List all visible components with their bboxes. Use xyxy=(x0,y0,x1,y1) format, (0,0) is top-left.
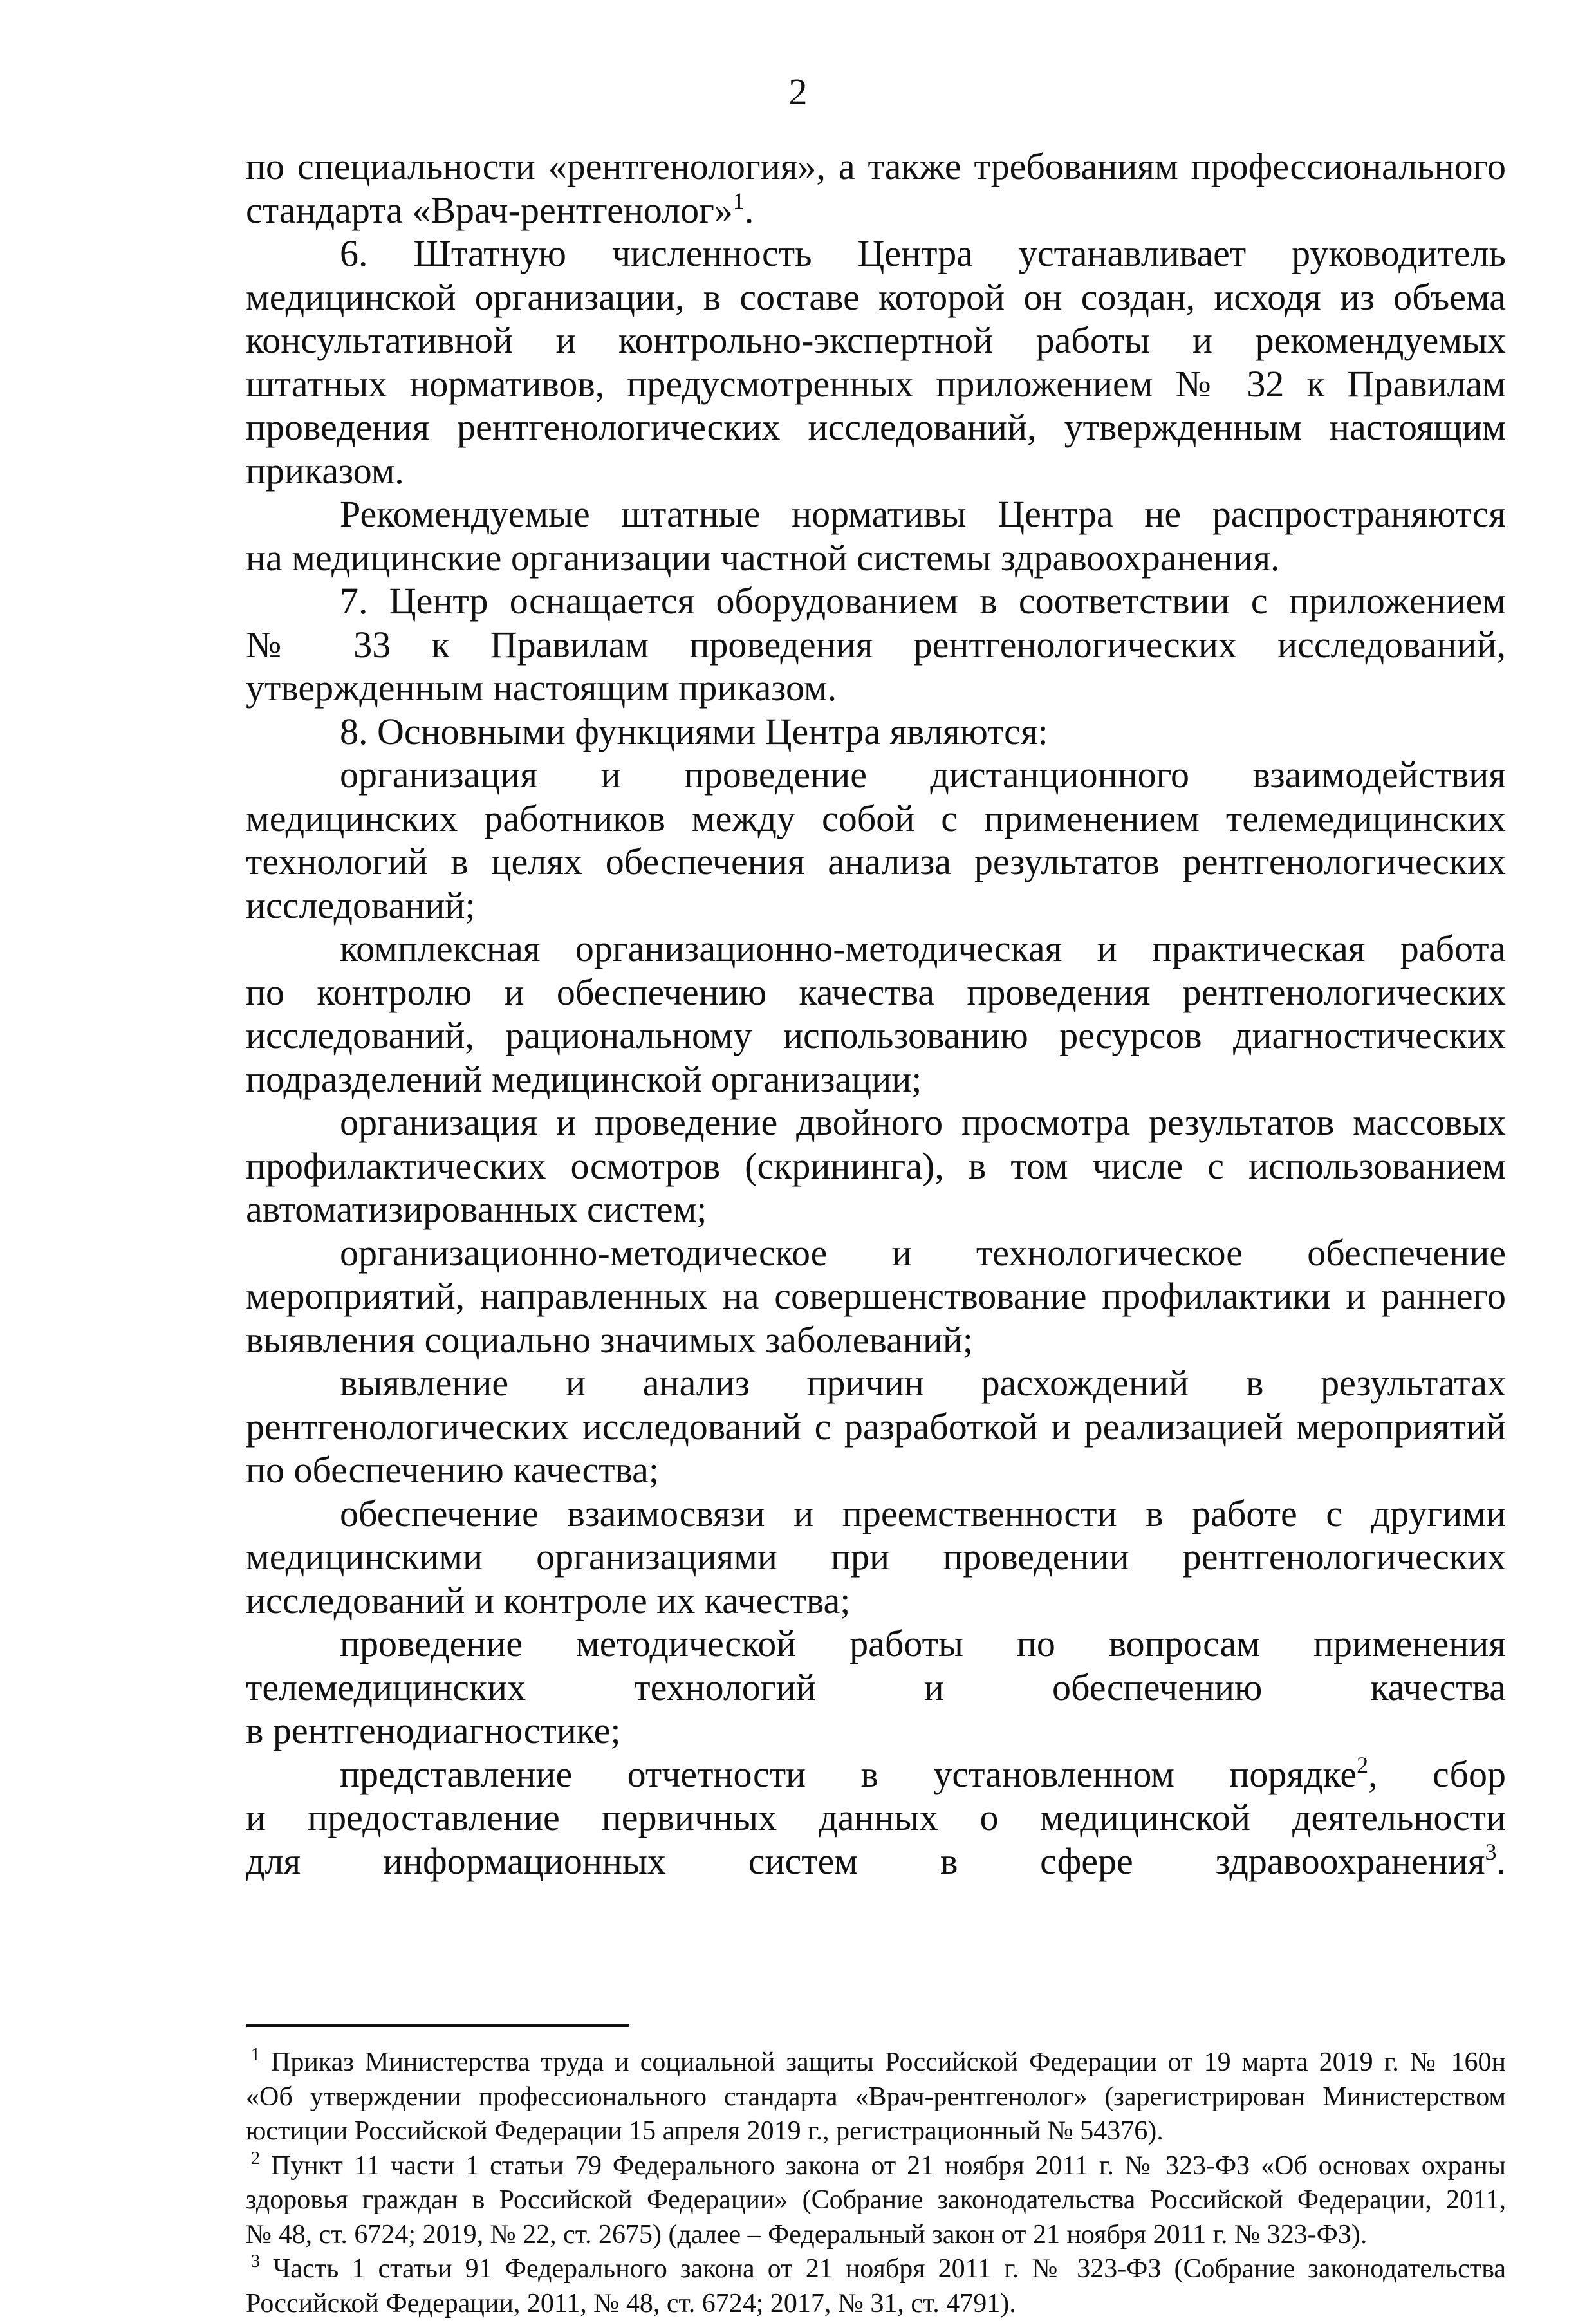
footnote-reference: 1 xyxy=(733,188,745,214)
body-line xyxy=(246,145,1506,189)
line-text: комплексная организационно-методическая и практическая работа xyxy=(340,927,1506,969)
body-line xyxy=(246,623,1506,667)
body-line xyxy=(246,1318,1506,1362)
line-text: Пункт 11 части 1 статьи 79 Федерального закона от 21 ноября 2011 г. № 323-ФЗ «Об основах охраны xyxy=(260,2151,1506,2181)
footnote-marker: 1 xyxy=(251,2045,260,2065)
body-line xyxy=(246,1361,1506,1405)
footnote-line xyxy=(246,2046,1506,2080)
line-text: медицинской организации, в составе которой он создан, исходя из объема xyxy=(246,276,1506,318)
line-text: организация и проведение дистанционного взаимодействия xyxy=(340,754,1506,796)
body-line xyxy=(246,840,1506,884)
line-text: № 33 к Правилам проведения рентгенологических исследований, xyxy=(246,624,1506,666)
body-line xyxy=(246,189,1506,232)
line-text: на медицинские организации частной системы здравоохранения. xyxy=(246,537,1280,579)
footnotes xyxy=(246,2046,1506,2321)
footnote-reference: 3 xyxy=(1485,1839,1497,1865)
footnote-line xyxy=(246,2080,1506,2115)
body-line xyxy=(246,1274,1506,1318)
line-text: 6. Штатную численность Центра устанавливает руководитель xyxy=(340,232,1506,274)
body-line xyxy=(246,1753,1506,1796)
line-text: Рекомендуемые штатные нормативы Центра не распространяются xyxy=(340,493,1506,535)
line-text: юстиции Российской Федерации 15 апреля 2019 г., регистрационный № 54376). xyxy=(246,2116,1164,2146)
footnote-separator xyxy=(246,2024,629,2027)
body-line xyxy=(246,1709,1506,1753)
line-text: мероприятий, направленных на совершенствование профилактики и раннего xyxy=(246,1275,1506,1317)
line-text: по обеспечению качества; xyxy=(246,1449,659,1491)
line-text: технологий в целях обеспечения анализа результатов рентгенологических xyxy=(246,841,1506,882)
line-text-tail: . xyxy=(745,189,754,231)
footnote-line xyxy=(246,2287,1506,2321)
footnote-line xyxy=(246,2114,1506,2149)
body-line xyxy=(246,1622,1506,1666)
body-line xyxy=(246,319,1506,362)
body-line xyxy=(246,884,1506,927)
line-text: представление отчетности в установленном порядке xyxy=(340,1753,1357,1795)
line-text: организация и проведение двойного просмотра результатов массовых xyxy=(340,1101,1506,1143)
line-text: в рентгенодиагностике; xyxy=(246,1710,620,1751)
body-line xyxy=(246,536,1506,580)
line-text: 7. Центр оснащается оборудованием в соответствии с приложением xyxy=(340,580,1506,622)
body-line xyxy=(246,579,1506,623)
line-text: проведение методической работы по вопросам применения xyxy=(340,1623,1506,1664)
page-number: 2 xyxy=(0,70,1596,115)
line-text-tail: . xyxy=(1497,1840,1507,1882)
line-text: утвержденным настоящим приказом. xyxy=(246,667,837,709)
line-text-tail: , сбор xyxy=(1368,1753,1506,1795)
line-text: исследований, рациональному использованию ресурсов диагностических xyxy=(246,1014,1506,1056)
line-text: по специальности «рентгенология», а также требованиям профессионального xyxy=(246,145,1506,187)
line-text: обеспечение взаимосвязи и преемственности в работе с другими xyxy=(340,1493,1506,1534)
line-text: здоровья граждан в Российской Федерации» (Собрание законодательства Российской Федерации, 2011, xyxy=(246,2185,1506,2215)
body-line xyxy=(246,666,1506,710)
body-line xyxy=(246,1492,1506,1536)
line-text: «Об утверждении профессионального стандарта «Врач-рентгенолог» (зарегистрирован Министерством xyxy=(246,2082,1506,2112)
line-text: штатных нормативов, предусмотренных приложением № 32 к Правилам xyxy=(246,363,1506,405)
footnote-reference: 2 xyxy=(1357,1752,1368,1778)
body-line xyxy=(246,1535,1506,1579)
body-line xyxy=(246,1448,1506,1492)
line-text: 8. Основными функциями Центра являются: xyxy=(340,711,1048,752)
body-line xyxy=(246,710,1506,754)
line-text: телемедицинских технологий и обеспечению качества xyxy=(246,1666,1506,1708)
body-line xyxy=(246,1840,1506,1883)
line-text: исследований; xyxy=(246,884,476,926)
line-text: исследований и контроле их качества; xyxy=(246,1580,850,1621)
line-text: приказом. xyxy=(246,450,404,492)
body-line xyxy=(246,1014,1506,1058)
body-line xyxy=(246,1188,1506,1231)
body-line xyxy=(246,1796,1506,1840)
body-text xyxy=(246,145,1506,1883)
line-text: стандарта «Врач-рентгенолог» xyxy=(246,189,733,231)
body-line xyxy=(246,405,1506,449)
line-text: Российской Федерации, 2011, № 48, ст. 6724; 2017, № 31, ст. 4791). xyxy=(246,2289,1016,2318)
line-text: для информационных систем в сфере здравоохранения xyxy=(246,1840,1485,1882)
body-line xyxy=(246,362,1506,406)
footnote-line xyxy=(246,2252,1506,2287)
body-line xyxy=(246,1405,1506,1449)
footnote-line xyxy=(246,2183,1506,2218)
line-text: Приказ Министерства труда и социальной защиты Российской Федерации от 19 марта 2019 г. № 160н xyxy=(260,2047,1506,2077)
line-text: проведения рентгенологических исследований, утвержденным настоящим xyxy=(246,406,1506,448)
line-text: медицинских работников между собой с применением телемедицинских xyxy=(246,797,1506,839)
body-line xyxy=(246,753,1506,797)
body-line xyxy=(246,1231,1506,1275)
footnote-marker: 2 xyxy=(251,2149,260,2168)
line-text: организационно-методическое и технологическое обеспечение xyxy=(340,1232,1506,1274)
line-text: подразделений медицинской организации; xyxy=(246,1058,922,1100)
body-line xyxy=(246,1058,1506,1101)
body-line xyxy=(246,449,1506,493)
body-line xyxy=(246,797,1506,841)
body-line xyxy=(246,1101,1506,1144)
footnote-line xyxy=(246,2149,1506,2184)
body-line xyxy=(246,1144,1506,1188)
body-line xyxy=(246,927,1506,971)
footnote-marker: 3 xyxy=(251,2251,260,2271)
body-line xyxy=(246,492,1506,536)
line-text: по контролю и обеспечению качества проведения рентгенологических xyxy=(246,971,1506,1013)
body-line xyxy=(246,1579,1506,1623)
line-text: профилактических осмотров (скрининга), в том числе с использованием xyxy=(246,1145,1506,1187)
body-line xyxy=(246,232,1506,275)
line-text: рентгенологических исследований с разработкой и реализацией мероприятий xyxy=(246,1406,1506,1448)
line-text: № 48, ст. 6724; 2019, № 22, ст. 2675) (далее – Федеральный закон от 21 ноября 2011 г. № 323-ФЗ). xyxy=(246,2220,1367,2250)
line-text: Часть 1 статьи 91 Федерального закона от 21 ноября 2011 г. № 323-ФЗ (Собрание законодательства xyxy=(260,2254,1506,2284)
line-text: выявления социально значимых заболеваний; xyxy=(246,1319,973,1361)
footnote-line xyxy=(246,2218,1506,2253)
body-line xyxy=(246,275,1506,319)
line-text: медицинскими организациями при проведении рентгенологических xyxy=(246,1536,1506,1578)
line-text: выявление и анализ причин расхождений в результатах xyxy=(340,1362,1506,1404)
line-text: и предоставление первичных данных о медицинской деятельности xyxy=(246,1796,1506,1838)
body-line xyxy=(246,971,1506,1014)
line-text: автоматизированных систем; xyxy=(246,1188,707,1230)
body-line xyxy=(246,1666,1506,1710)
line-text: консультативной и контрольно-экспертной работы и рекомендуемых xyxy=(246,319,1506,361)
